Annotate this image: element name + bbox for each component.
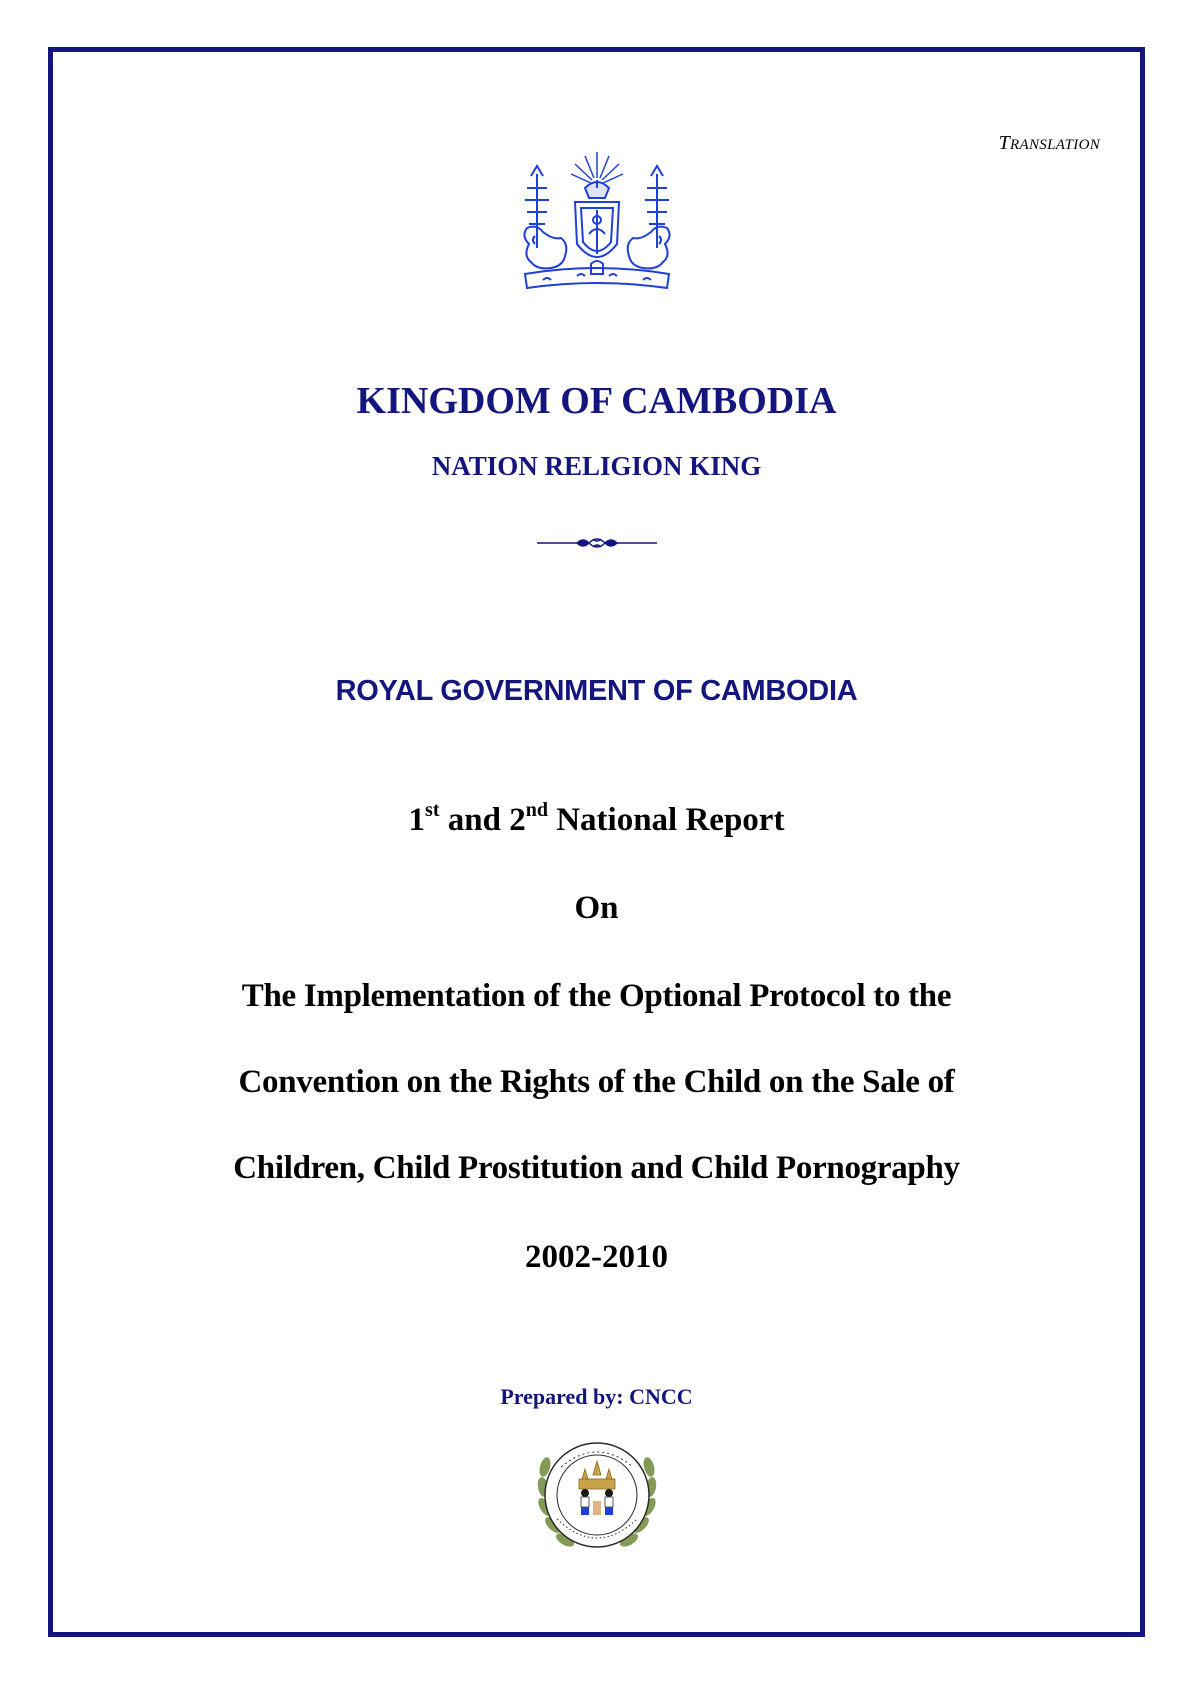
cncc-seal-icon (53, 1427, 1140, 1567)
report-title-line-1: The Implementation of the Optional Protocol to the (241, 978, 952, 1014)
report-second-suffix: nd (525, 799, 548, 821)
report-title-line-2: Convention on the Rights of the Child on the Sale of (238, 1064, 955, 1100)
translation-initial: T (998, 132, 1011, 154)
translation-rest: RANSLATION (1010, 137, 1100, 153)
royal-arms-of-cambodia-icon (53, 144, 1140, 304)
page-border (48, 47, 1145, 1637)
report-years: 2002-2010 (525, 1239, 668, 1275)
report-second-number: and 2 (439, 802, 526, 838)
national-motto: NATION RELIGION KING (431, 451, 762, 481)
prepared-by: Prepared by: CNCC (500, 1384, 693, 1409)
report-on: On (574, 890, 619, 926)
flourish-divider-icon (53, 535, 1140, 551)
kingdom-title: KINGDOM OF CAMBODIA (356, 380, 837, 422)
report-heading-rest: National Report (547, 802, 785, 838)
report-heading (53, 799, 1140, 839)
report-first-number: 1 (408, 802, 426, 838)
report-title-line-3: Children, Child Prostitution and Child Pornography (233, 1150, 960, 1186)
government-title: ROYAL GOVERNMENT OF CAMBODIA (335, 675, 858, 707)
report-first-suffix: st (425, 799, 440, 821)
